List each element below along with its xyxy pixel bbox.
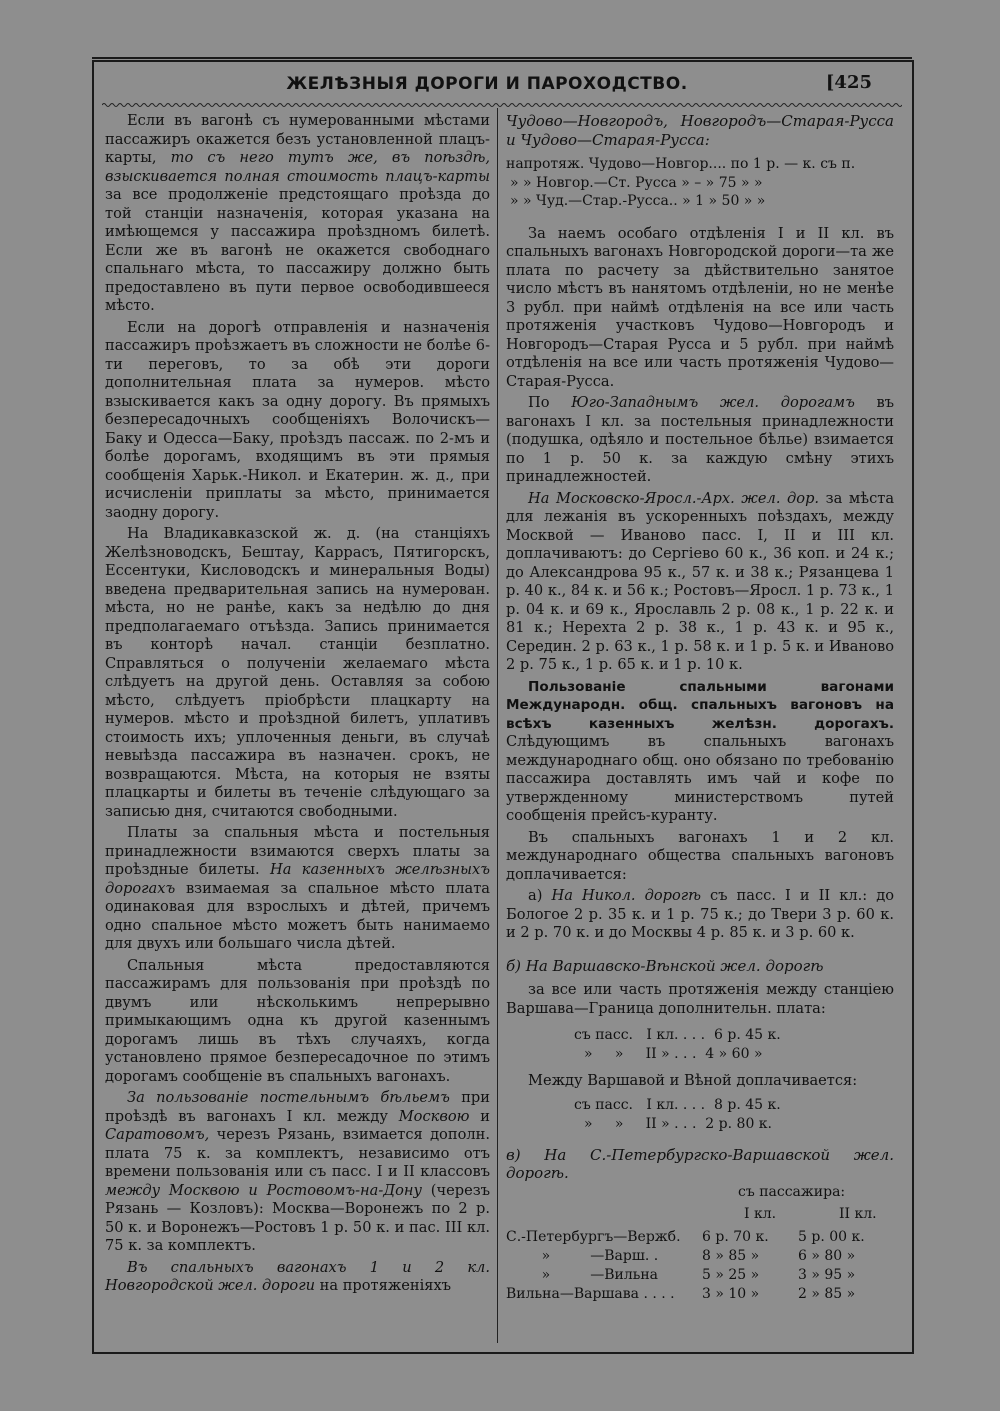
fare-row: » » II » . . . 2 р. 80 к. — [584, 1115, 772, 1132]
paragraph: Въ спальныхъ вагонахъ 1 и 2 кл. Новгородской жел. дороги на протяженіяхъ — [105, 1258, 490, 1294]
paragraph: За наемъ особаго отдѣленія I и II кл. въ спальныхъ вагонахъ Новгородской дороги—та же плата по расчету за дѣйствительно занятое число мѣстъ въ нанятомъ отдѣленіи, но не менѣе 3 рубл. при наймѣ отдѣленія на все или часть протяженія участковъ Чудово—Новгородъ и Новгородъ—Старая Русса и 5 рубл. при наймѣ отдѣленія на все или часть протяженія Чудово—Старая-Русса. — [506, 224, 894, 390]
page-header — [92, 72, 910, 102]
wavy-rule — [102, 101, 902, 109]
table-row: » —Варш. . 8 » 85 » 6 » 80 » — [506, 1248, 856, 1265]
paragraph: Спальныя мѣста предоставляются пассажирамъ для пользованія при проѣздѣ по двумъ или нѣсколькимъ непрерывно примыкающимъ одна къ другой казеннымъ дорогамъ лишь въ тѣхъ случаяхъ, когда установлено прямое безпересадочное по этимъ дорогамъ сообщеніе въ спальныхъ вагонахъ. — [105, 956, 490, 1085]
top-rule — [92, 57, 912, 59]
right-column — [506, 112, 894, 1303]
fare-line: » » Чуд.—Стар.-Русса.. » 1 » 50 » » — [510, 193, 766, 209]
fare-row: съ пасс. I кл. . . . 8 р. 45 к. — [574, 1097, 781, 1114]
fare-row: » » II » . . . 4 » 60 » — [584, 1045, 763, 1062]
paragraph: Если на дорогѣ отправленія и назначенія пассажиръ проѣзжаетъ въ сложности не болѣе 6-ти переговъ, то за обѣ эти дороги дополнительная плата за нумеров. мѣсто взыскивается какъ за одну дорогу. Въ прямыхъ безпересадочныхъ сообщеніяхъ Волочискъ—Баку и Одесса—Баку, проѣздъ пассаж. по 2-мъ и болѣе дорогамъ, входящимъ въ эти прямыя сообщенія Харьк.-Никол. и Екатерин. ж. д., при исчисленіи приплаты за мѣсто, принимается заодну дорогу. — [105, 318, 490, 521]
fare-line: напротяж. Чудово—Новгор.... по 1 р. — к. съ п. — [506, 156, 856, 172]
paragraph: На Владикавказской ж. д. (на станціяхъ Желѣзноводскъ, Бештау, Каррасъ, Пятигорскъ, Ессентуки, Кисловодскъ и минеральныя Воды) введена предварительная запись на нумерован. мѣста, но не ранѣе, какъ за недѣлю до дня предполагаемаго отъѣзда. Запись принимается въ конторѣ начал. станціи безплатно. Справляться о полученіи желаемаго мѣста слѣдуетъ на другой день. Оставляя за собою мѣсто, слѣдуетъ пріобрѣсти плацкарту на нумеров. мѣсто и проѣздной билетъ, уплативъ стоимость ихъ; уплоченныя деньги, въ случаѣ невыѣзда пассажира въ назначен. срокъ, не возвращаются. Мѣста, на которыя не взяты плацкарты и билеты въ теченіе слѣдующаго за записью дня, считаются свободными. — [105, 525, 490, 820]
subsection-heading: б) На Варшавско-Вѣнской жел. дорогѣ — [506, 956, 824, 975]
left-column — [105, 112, 490, 1299]
fare-table — [574, 1026, 894, 1064]
fare-list — [506, 155, 894, 211]
paragraph: за все или часть протяженія между станціею Варшава—Граница дополнительн. плата: — [506, 981, 894, 1017]
page-number: [425 — [825, 72, 872, 93]
table-row: С.-Петербургъ—Вержб. 6 р. 70 к. 5 р. 00 к. — [506, 1229, 865, 1246]
paragraph: На Московско-Яросл.-Арх. жел. дор. за мѣста для лежанія въ ускоренныхъ поѣздахъ, между Москвой — Иваново пасс. I, II и III кл. доплачиваютъ: до Сергіево 60 к., 36 коп. и 24 к.; до Александрова 95 к., 57 к. и 38 к.; Рязанцева 1 р. 40 к., 84 к. и 56 к.; Ростовъ—Яросл. 1 р. 73 к., 1 р. 04 к. и 69 к., Ярославль 2 р. 08 к., 1 р. 22 к. и 81 к.; Нерехта 2 р. 38 к., 1 р. 43 к. и 95 к., Середин. 2 р. 63 к., 1 р. 58 к. и 1 р. 5 к. и Иваново 2 р. 75 к., 1 р. 65 к. и 1 р. 10 к. — [506, 489, 895, 673]
paragraph: Пользованіе спальными вагонами Международн. общ. спальныхъ вагоновъ на всѣхъ казенныхъ желѣзн. дорогахъ. Слѣдующимъ въ спальныхъ вагонахъ международнаго общ. оно обязано по требованію пассажира доставлять имъ чай и кофе по утвержденному министерствомъ путей сообщенія прейсъ-куранту. — [506, 678, 894, 824]
column-header: II кл. — [839, 1206, 877, 1223]
fare-line: » » Новгор.—Ст. Русса » – » 75 » » — [510, 174, 763, 191]
fare-table — [574, 1096, 894, 1134]
section-heading: Чудово—Новгородъ, Новгородъ—Старая-Русса и Чудово—Старая-Русса: — [506, 112, 894, 149]
column-divider — [497, 108, 498, 1343]
table-caption: съ пассажира: — [738, 1183, 846, 1200]
running-title: ЖЕЛѢЗНЫЯ ДОРОГИ И ПАРОХОДСТВО. — [286, 74, 688, 94]
paragraph: За пользованіе постельнымъ бѣльемъ при проѣздѣ въ вагонахъ I кл. между Москвою и Саратовомъ, черезъ Рязань, взимается дополн. плата 75 к. за комплектъ, независимо отъ времени пользованія или съ пасс. I и II классовъ между Москвою и Ростовомъ-на-Дону (черезъ Рязань — Козловъ): Москва—Воронежъ по 2 р. 50 к. и Воронежъ—Ростовъ 1 р. 50 к. и пас. III кл. 75 к. за комплектъ. — [105, 1089, 491, 1254]
column-header: I кл. — [744, 1206, 777, 1223]
fare-row: съ пасс. I кл. . . . 6 р. 45 к. — [574, 1027, 781, 1043]
route-table — [506, 1183, 894, 1304]
table-row: Вильна—Варшава . . . . 3 » 10 » 2 » 85 » — [506, 1285, 856, 1302]
paragraph: По Юго-Западнымъ жел. дорогамъ въ вагонахъ I кл. за постельныя принадлежности (подушка, одѣяло и постельное бѣлье) взимается по 1 р. 50 к. за каждую смѣну этихъ принадлежностей. — [506, 394, 895, 485]
paragraph: Между Варшавой и Вѣной доплачивается: — [528, 1071, 858, 1089]
paragraph: Если въ вагонѣ съ нумерованными мѣстами пассажиръ окажется безъ установленной плацъ-карты, то съ него тутъ же, въ поѣздѣ, взыскивается полная стоимость плацъ-карты за все продолженіе предстоящаго проѣзда до той станціи назначенія, которая указана на имѣющемся у пассажира проѣздномъ билетѣ. Если же въ вагонѣ не окажется свободнаго спальнаго мѣста, то пассажиру должно быть предоставлено въ пути первое освободившееся мѣсто. — [105, 112, 491, 314]
table-row: » —Вильна 5 » 25 » 3 » 95 » — [506, 1266, 856, 1283]
paragraph: Платы за спальныя мѣста и постельныя принадлежности взимаются сверхъ платы за проѣздные билеты. На казенныхъ желѣзныхъ дорогахъ взимаемая за спальное мѣсто плата одинаковая для взрослыхъ и дѣтей, причемъ одно спальное мѣсто можетъ быть нанимаемо для двухъ или большаго числа дѣтей. — [105, 824, 491, 952]
paragraph: а) На Никол. дорогѣ съ пасс. I и II кл.: до Бологое 2 р. 35 к. и 1 р. 75 к.; до Твери 3 р. 60 к. и 2 р. 70 к. и до Москвы 4 р. 85 к. и 3 р. 60 к. — [506, 887, 894, 941]
table-header-row — [506, 1205, 894, 1224]
paragraph: Въ спальныхъ вагонахъ 1 и 2 кл. международнаго общества спальныхъ вагоновъ доплачивается: — [506, 828, 894, 883]
subsection-heading: в) На С.-Петербургско-Варшавской жел. дорогѣ. — [506, 1145, 894, 1183]
